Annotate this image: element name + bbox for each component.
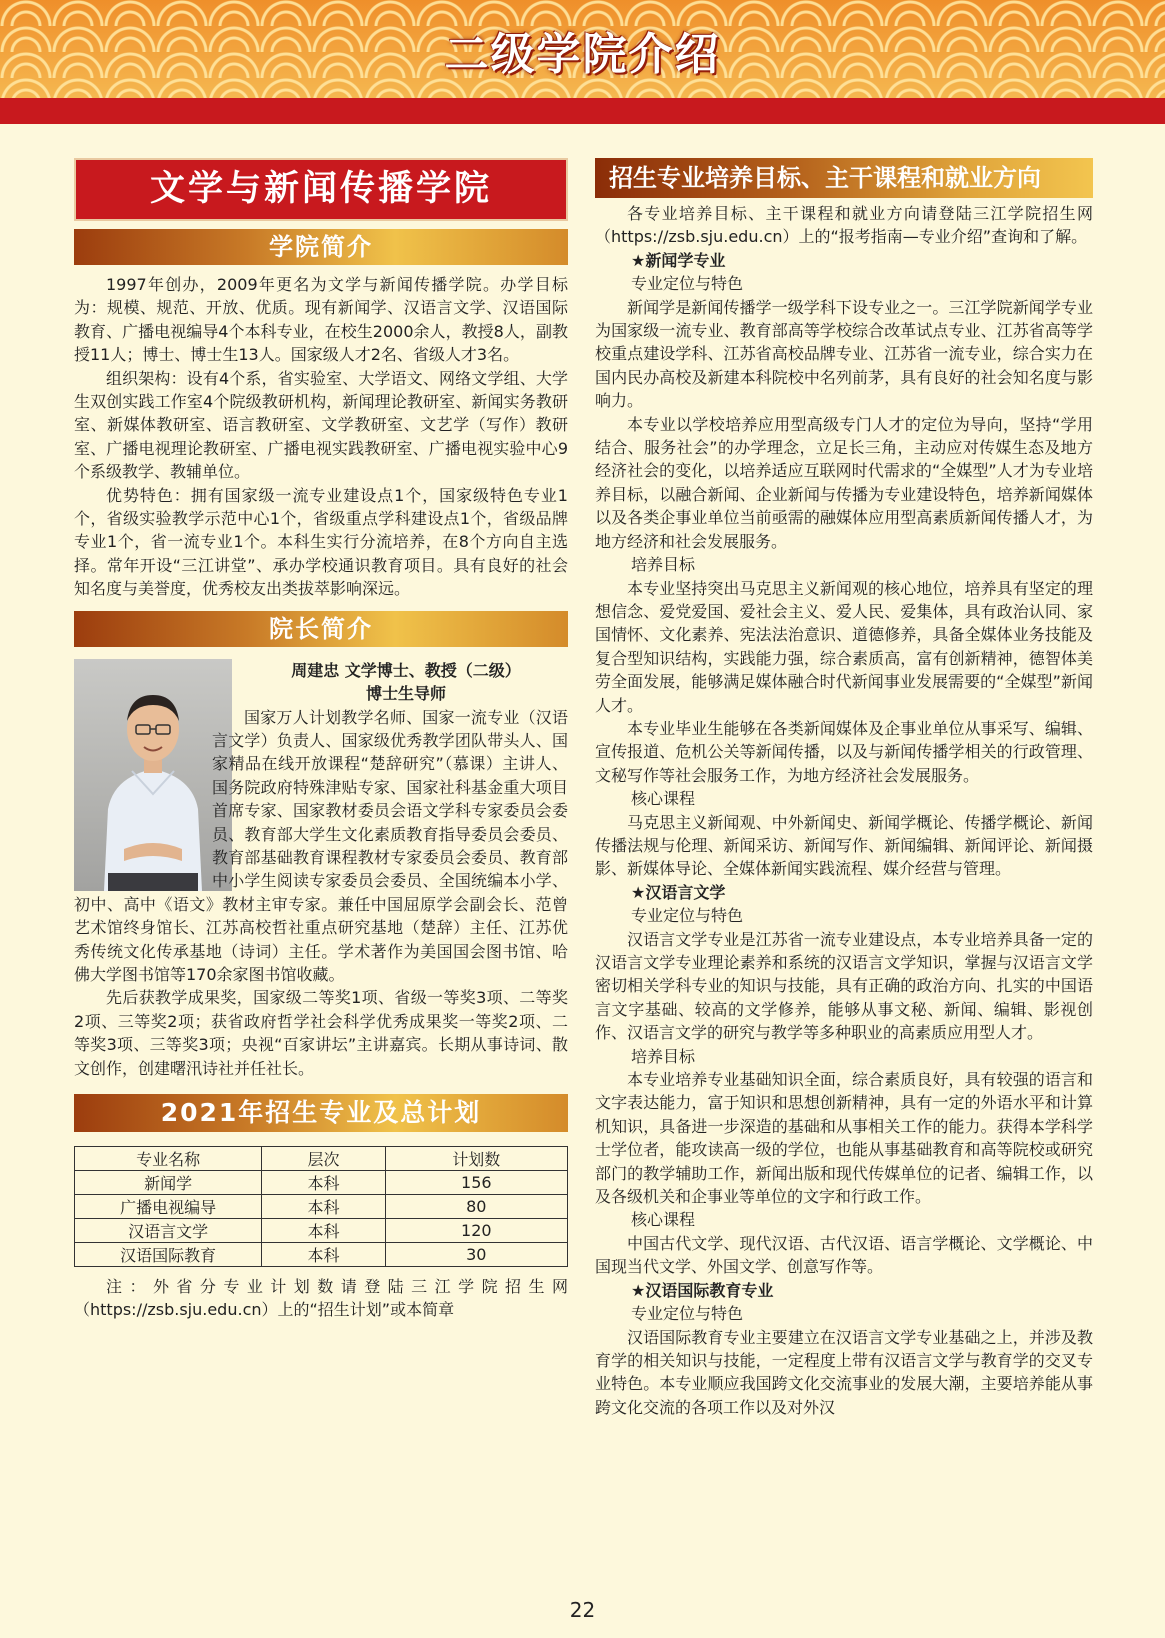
table-cell: 本科	[262, 1171, 385, 1195]
dean-name: 周建忠 文学博士、教授（二级）	[291, 660, 521, 680]
header-banner	[0, 0, 1165, 98]
plan-note: 注：外省分专业计划数请登陆三江学院招生网（https://zsb.sju.edu.cn）上的“招生计划”或本简章	[74, 1277, 568, 1320]
dean-bio-text: 国家万人计划教学名师、国家一流专业（汉语言文学）负责人、国家级优秀教学团队带头人、国家精品在线开放课程“楚辞研究”（慕课）主讲人、国务院政府特殊津贴专家、国家社科基金重大项目首席专家、国家教材委员会语文学科专家委员会委员、教育部大学生文化素质教育指导委员会委员、教育部基础教育课程教材专家委员会委员、教育部中小学生阅读专家委员会委员、全国统编本小学、初中、高中《语文》教材主审专家。兼任中国屈原学会副会长、范曾艺术馆终身馆长、江苏高校哲社重点研究基地（楚辞）主任、江苏优秀传统文化传承基地（诗词）主任。学术著作为美国国会图书馆、哈佛大学图书馆等170余家图书馆收藏。	[74, 707, 568, 984]
dean-heading: 院长简介	[74, 611, 568, 647]
plan-table	[74, 1146, 568, 1267]
paragraph: 本专业坚持突出马克思主义新闻观的核心地位，培养具有坚定的理想信念、爱党爱国、爱社会主义、爱人民、爱集体，具有政治认同、家国情怀、文化素养、宪法法治意识、道德修养，具备全媒体业务技能及复合型知识结构，实践能力强，综合素质高，富有创新精神，德智体美劳全面发展，能够满足媒体融合时代新闻事业发展需要的“全媒型”新闻人才。	[595, 578, 1093, 715]
subheading: 专业定位与特色	[631, 274, 744, 294]
college-title: 文学与新闻传播学院	[74, 158, 568, 221]
major-title-intl: ★汉语国际教育专业	[631, 1280, 774, 1300]
table-cell: 汉语言文学	[75, 1219, 262, 1243]
table-cell: 本科	[262, 1243, 385, 1267]
majors-heading: 招生专业培养目标、主干课程和就业方向	[595, 158, 1093, 198]
table-header-cell: 专业名称	[75, 1147, 262, 1171]
table-row	[75, 1219, 568, 1243]
banner-title: 二级学院介绍	[444, 29, 721, 80]
major-title-chinese: ★汉语言文学	[631, 882, 726, 902]
table-cell: 156	[385, 1171, 567, 1195]
dean-section	[74, 659, 568, 1080]
subheading: 专业定位与特色	[631, 1304, 744, 1324]
table-cell: 汉语国际教育	[75, 1243, 262, 1267]
table-cell: 120	[385, 1219, 567, 1243]
intro-paragraph: 组织架构：设有4个系，省实验室、大学语文、网络文学组、大学生双创实践工作室4个院级教研机构，新闻理论教研室、新闻实务教研室、新媒体教研室、语言教研室、文学教研室、文艺学（写作）教研室、广播电视理论教研室、广播电视实践教研室、广播电视实验中心9个系级教学、教辅单位。	[74, 368, 568, 482]
table-header-row	[75, 1147, 568, 1171]
majors-intro: 各专业培养目标、主干课程和就业方向请登陆三江学院招生网（https://zsb.sju.edu.cn）上的“报考指南—专业介绍”查询和了解。	[595, 204, 1093, 247]
intro-paragraph: 1997年创办，2009年更名为文学与新闻传播学院。办学目标为：规模、规范、开放、优质。现有新闻学、汉语言文学、汉语国际教育、广播电视编导4个本科专业，在校生2000余人，教授8人，副教授11人；博士、博士生13人。国家级人才2名、省级人才3名。	[74, 275, 568, 365]
dean-title: 博士生导师	[365, 684, 446, 704]
table-cell: 新闻学	[75, 1171, 262, 1195]
table-row	[75, 1171, 568, 1195]
table-header-cell: 计划数	[385, 1147, 567, 1171]
paragraph: 本专业培养专业基础知识全面，综合素质良好，具有较强的语言和文字表达能力，富于知识和思想创新精神，具有一定的外语水平和计算机知识，具备进一步深造的基础和从事相关工作的能力。获得本学科学士学位者，能攻读高一级的学位，也能从事基础教育和高等院校或研究部门的教学辅助工作，新闻出版和现代传媒单位的记者、编辑工作，以及各级机关和企事业等单位的文字和行政工作。	[595, 1070, 1093, 1207]
table-cell: 本科	[262, 1195, 385, 1219]
intro-body	[74, 273, 568, 601]
subheading: 培养目标	[631, 1046, 696, 1066]
plan-heading: 2021年招生专业及总计划	[74, 1094, 568, 1132]
paragraph: 新闻学是新闻传播学一级学科下设专业之一。三江学院新闻学专业为国家级一流专业、教育部高等学校综合改革试点专业、江苏省高等学校重点建设学科、江苏省高校品牌专业、江苏省一流专业，综合实力在国内民办高校及新建本科院校中名列前茅，具有良好的社会知名度与影响力。	[595, 297, 1093, 411]
left-column	[74, 158, 568, 1322]
paragraph: 本专业以学校培养应用型高级专门人才的定位为导向，坚持“学用结合、服务社会”的办学理念，立足长三角，主动应对传媒生态及地方经济社会的变化，以培养适应互联网时代需求的“全媒型”人才为专业培养目标，以融合新闻、企业新闻与传播为专业建设特色，培养新闻媒体以及各类企事业单位当前亟需的融媒体应用型高素质新闻传播人才，为地方经济和社会发展服务。	[595, 414, 1093, 551]
table-cell: 80	[385, 1195, 567, 1219]
paragraph: 中国古代文学、现代汉语、古代汉语、语言学概论、文学概论、中国现当代文学、外国文学、创意写作等。	[595, 1233, 1093, 1277]
paragraph: 汉语言文学专业是江苏省一流专业建设点，本专业培养具备一定的汉语言文学专业理论素养和系统的汉语言文学知识，掌握与汉语言文学密切相关学科专业的知识与技能，具有正确的政治方向、扎实的中国语言文字基础、较高的文学修养，能够从事文秘、新闻、编辑、影视创作、汉语言文学的研究与教学等多种职业的高素质应用型人才。	[595, 929, 1093, 1043]
paragraph: 汉语国际教育专业主要建立在汉语言文学专业基础之上，并涉及教育学的相关知识与技能，一定程度上带有汉语言文学与教育学的交叉专业特色。本专业顺应我国跨文化交流事业的发展大潮，主要培养能从事跨文化交流的各项工作以及对外汉	[595, 1327, 1093, 1417]
banner-red-strip	[0, 98, 1165, 124]
subheading: 核心课程	[631, 789, 696, 809]
right-column	[595, 158, 1093, 1419]
subheading: 专业定位与特色	[631, 906, 744, 926]
subheading: 核心课程	[631, 1210, 696, 1230]
table-header-cell: 层次	[262, 1147, 385, 1171]
table-cell: 30	[385, 1243, 567, 1267]
paragraph: 马克思主义新闻观、中外新闻史、新闻学概论、传播学概论、新闻传播法规与伦理、新闻采访、新闻写作、新闻编辑、新闻评论、新闻摄影、新媒体导论、全媒体新闻实践流程、媒介经营与管理。	[595, 812, 1093, 879]
dean-bio	[74, 706, 568, 987]
page-number: 22	[569, 1598, 596, 1622]
intro-heading: 学院简介	[74, 229, 568, 265]
major-title-journalism: ★新闻学专业	[631, 250, 726, 270]
table-cell: 本科	[262, 1219, 385, 1243]
table-cell: 广播电视编导	[75, 1195, 262, 1219]
intro-paragraph: 优势特色：拥有国家级一流专业建设点1个，国家级特色专业1个，省级实验教学示范中心1个，省级重点学科建设点1个，省级品牌专业1个，省一流专业1个。本科生实行分流培养，在8个方向自主选择。常年开设“三江讲堂”、承办学校通识教育项目。具有良好的社会知名度与美誉度，优秀校友出类拔萃影响深远。	[74, 485, 568, 599]
dean-awards: 先后获教学成果奖，国家级二等奖1项、省级一等奖3项、二等奖2项、三等奖2项；获省政府哲学社会科学优秀成果奖一等奖2项、二等奖3项、三等奖3项；央视“百家讲坛”主讲嘉宾。长期从事诗词、散文创作，创建曙汛诗社并任社长。	[74, 988, 568, 1078]
subheading: 培养目标	[631, 555, 696, 575]
paragraph: 本专业毕业生能够在各类新闻媒体及企事业单位从事采写、编辑、宣传报道、危机公关等新闻传播，以及与新闻传播学相关的行政管理、文秘写作等社会服务工作，为地方经济社会发展服务。	[595, 718, 1093, 785]
table-row	[75, 1195, 568, 1219]
photo-spacer	[42, 706, 212, 892]
table-row	[75, 1243, 568, 1267]
